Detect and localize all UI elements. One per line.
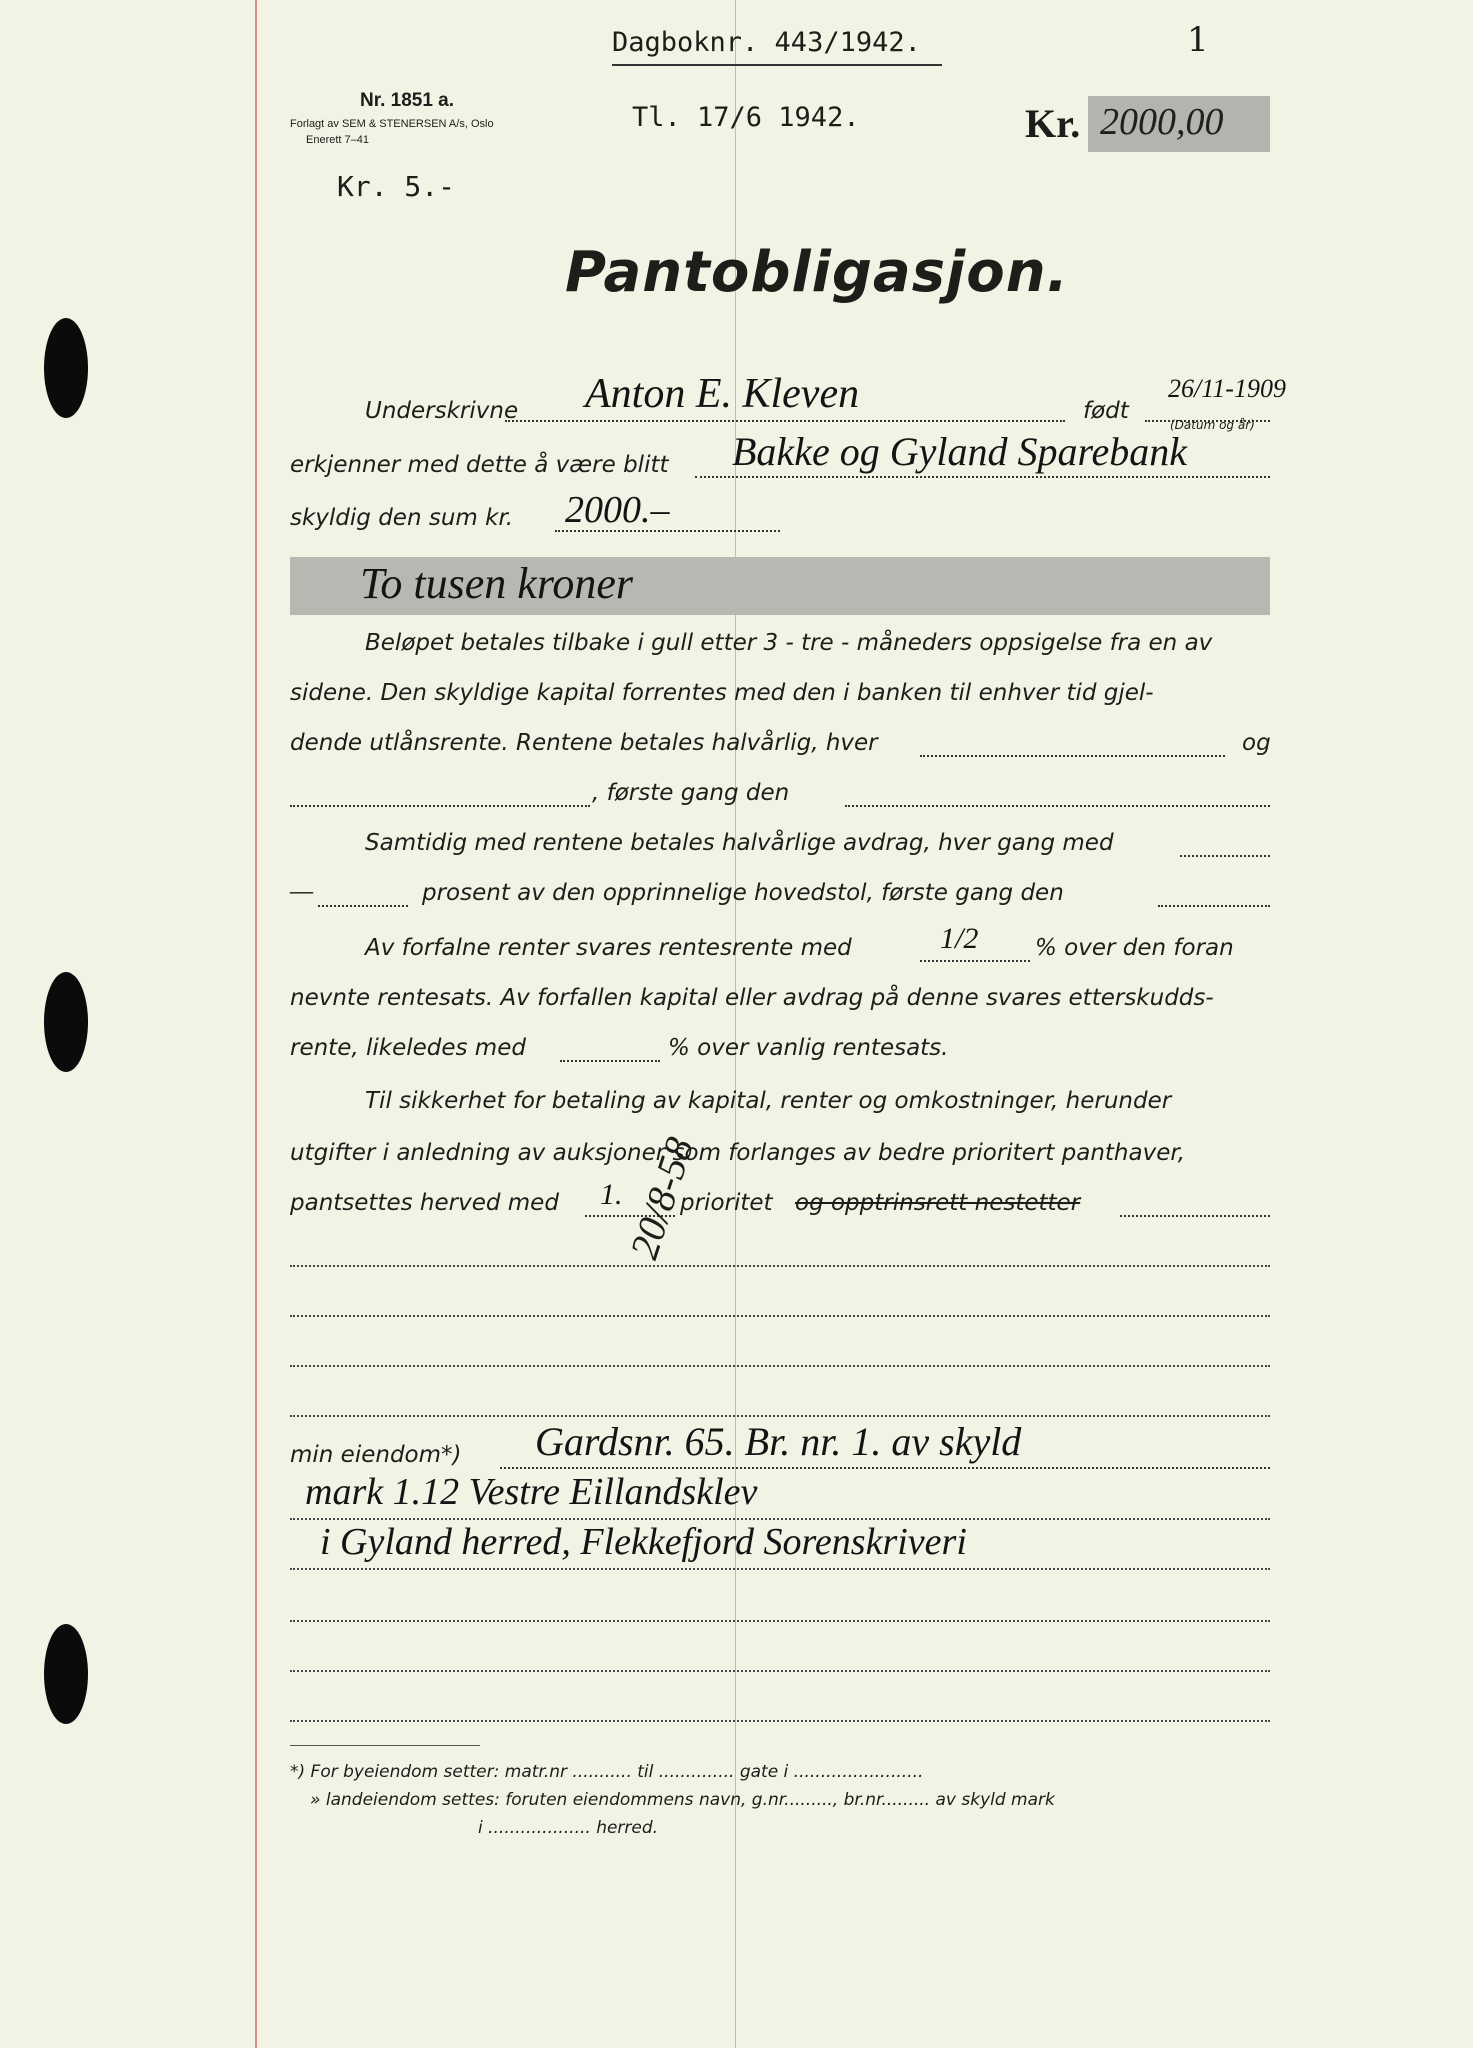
- blank-line: [290, 1265, 1270, 1267]
- hver-line: [920, 755, 1225, 757]
- prosent-line: [318, 905, 408, 907]
- footnote-line-3: i ................... herred.: [478, 1818, 659, 1838]
- skyldig-label: skyldig den sum kr.: [290, 505, 514, 531]
- dagbok-underline: [612, 64, 942, 66]
- skyldig-value: 2000.–: [565, 489, 670, 531]
- prosent-date-line: [1158, 905, 1270, 907]
- underskrivne-label: Underskrivne: [365, 398, 519, 424]
- blank-line: [290, 1670, 1270, 1672]
- property-value-3: i Gyland herred, Flekkefjord Sorenskriveri: [320, 1521, 967, 1563]
- body-line-1: Beløpet betales tilbake i gull etter 3 - tre - måneders oppsigelse fra en av: [365, 630, 1213, 656]
- pantsettes-label: pantsettes herved med: [290, 1190, 559, 1216]
- over-den-foran: % over den foran: [1035, 935, 1234, 961]
- clause-line: [1120, 1215, 1270, 1217]
- blank-line: [290, 1720, 1270, 1722]
- over-vanlig: % over vanlig rentesats.: [668, 1035, 949, 1061]
- body-line-samtidig: Samtidig med rentene betales halvårlige avdrag, hver gang med: [365, 830, 1114, 856]
- amount-label: Kr.: [1025, 101, 1081, 146]
- stamp-fee: Kr. 5.-: [337, 170, 456, 203]
- blank-line: [290, 1365, 1270, 1367]
- body-line-sikkerhet: Til sikkerhet for betaling av kapital, renter og omkostninger, herunder: [365, 1088, 1172, 1114]
- side-note: 20/8-58: [620, 1131, 703, 1265]
- dagbok-number: Dagboknr. 443/1942.: [612, 27, 921, 58]
- dash-mark: —: [290, 876, 314, 905]
- publisher-line: Forlagt av SEM & STENERSEN A/s, Oslo: [290, 118, 494, 130]
- blank-line: [290, 1315, 1270, 1317]
- amount-value: 2000,00: [1100, 101, 1224, 143]
- rentesrente-value: 1/2: [940, 922, 979, 955]
- underskrivne-value: Anton E. Kleven: [585, 371, 860, 417]
- punch-hole: [44, 972, 88, 1072]
- property-label: min eiendom*): [290, 1442, 462, 1468]
- rentesrente-label: Av forfalne renter svares rentesrente med: [365, 935, 852, 961]
- forste-gang-line: [845, 805, 1270, 807]
- creditor-value: Bakke og Gyland Sparebank: [732, 429, 1188, 474]
- prosent-label: prosent av den opprinnelige hovedstol, første gang den: [422, 880, 1064, 906]
- blank-line: [290, 1620, 1270, 1622]
- footnote-separator: [290, 1745, 480, 1746]
- underskrivne-line: [505, 420, 1065, 422]
- fodt-label: født: [1083, 398, 1129, 424]
- amount-words: To tusen kroner: [360, 559, 633, 608]
- rente-line: [560, 1060, 660, 1062]
- property-line-1: [500, 1467, 1270, 1469]
- property-line-3: [290, 1568, 1270, 1570]
- punch-hole: [44, 318, 88, 418]
- erkjenner-label: erkjenner med dette å være blitt: [290, 452, 669, 478]
- rentesrente-line: [920, 960, 1030, 962]
- body-line-utgifter: utgifter i anledning av auksjoner som forlanges av bedre prioritert panthaver,: [290, 1140, 1186, 1166]
- property-value-1: Gardsnr. 65. Br. nr. 1. av skyld: [535, 1419, 1022, 1464]
- struck-clause: og opptrinsrett nestetter: [795, 1190, 1081, 1216]
- form-number: Nr. 1851 a.: [360, 90, 455, 111]
- blank-line: [290, 1415, 1270, 1417]
- prioritet-value: 1.: [600, 1178, 623, 1211]
- footnote-line-2: » landeiendom settes: foruten eiendommens navn, g.nr........., br.nr......... av skyld mark: [310, 1790, 1055, 1810]
- date-line: [290, 805, 590, 807]
- fodt-value: 26/11-1909: [1168, 374, 1286, 403]
- tl-date: Tl. 17/6 1942.: [632, 102, 860, 133]
- og-label: og: [1242, 730, 1271, 756]
- body-line-2: sidene. Den skyldige kapital forrentes med den i banken til enhver tid gjel-: [290, 680, 1154, 706]
- punch-hole: [44, 1624, 88, 1724]
- footnote-line-1: *) For byeiendom setter: matr.nr ........... til .............. gate i ........................: [290, 1762, 924, 1782]
- datum-hint: (Datum og år): [1170, 418, 1255, 432]
- fold-line: [735, 0, 736, 2048]
- document-title: Pantobligasjon.: [565, 240, 1069, 305]
- property-value-2: mark 1.12 Vestre Eillandsklev: [305, 1471, 758, 1513]
- prioritet-label: prioritet: [680, 1190, 773, 1216]
- rente-label: rente, likeledes med: [290, 1035, 526, 1061]
- body-line-3: dende utlånsrente. Rentene betales halvårlig, hver: [290, 730, 878, 756]
- avdrag-line: [1180, 855, 1270, 857]
- body-line-nevnte: nevnte rentesats. Av forfallen kapital eller avdrag på denne svares etterskudds-: [290, 985, 1214, 1011]
- corner-mark: 1: [1187, 20, 1209, 60]
- forste-gang-label: , første gang den: [592, 780, 790, 806]
- margin-rule: [255, 0, 257, 2048]
- creditor-line: [695, 476, 1270, 478]
- publisher-enerett: Enerett 7–41: [306, 134, 369, 146]
